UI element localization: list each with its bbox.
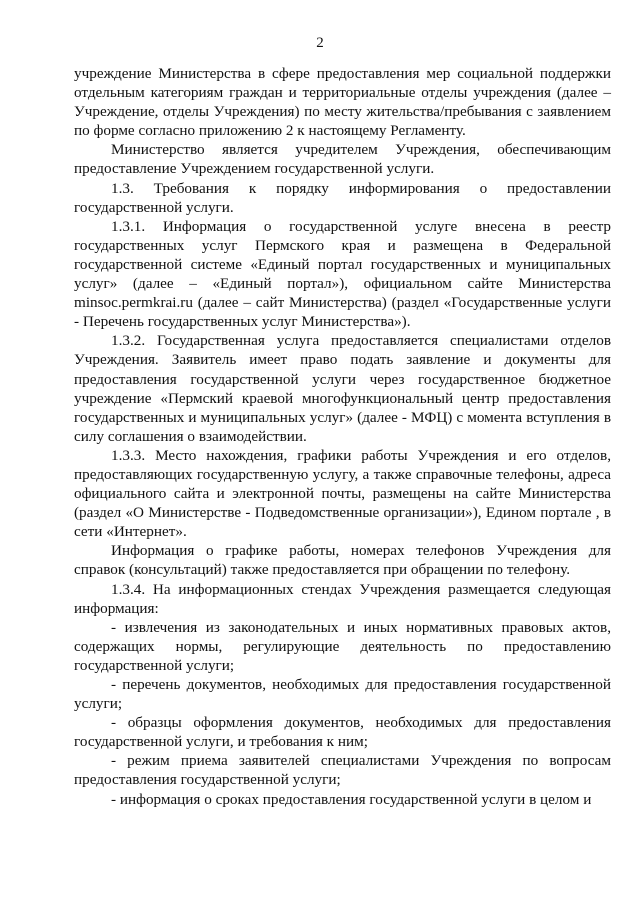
- paragraph-ministry-founder: Министерство является учредителем Учреждения, обеспечивающим предоставление Учреждением государственной услуги.: [74, 141, 611, 178]
- list-item-document-samples: - образцы оформления документов, необходимых для предоставления государственной услуги, и требования к ним;: [74, 714, 611, 751]
- paragraph-1-3-4: 1.3.4. На информационных стендах Учреждения размещается следующая информация:: [74, 580, 611, 617]
- document-body: [74, 64, 611, 809]
- paragraph-schedule-info: Информация о графике работы, номерах телефонов Учреждения для справок (консультаций) также предоставляется при обращении по телефону.: [74, 542, 611, 579]
- list-item-document-list: - перечень документов, необходимых для предоставления государственной услуги;: [74, 676, 611, 713]
- page-number: 2: [316, 35, 324, 51]
- list-item-legal-extracts: - извлечения из законодательных и иных нормативных правовых актов, содержащих нормы, регулирующие деятельность по предоставлению государственной услуги;: [74, 618, 611, 674]
- paragraph-1-3-3: 1.3.3. Место нахождения, графики работы Учреждения и его отделов, предоставляющих государственную услугу, а также справочные телефоны, адреса официального сайта и электронной почты, размещены на сайте Министерства (раздел «О Министерстве - Подведомственные организации»), Едином портале , в сети «Интернет».: [74, 446, 611, 541]
- paragraph-1-3-2: 1.3.2. Государственная услуга предоставляется специалистами отделов Учреждения. Заявитель имеет право подать заявление и документы для предоставления государственной услуги через государственное бюджетное учреждение «Пермский краевой многофункциональный центр предоставления государственных и муниципальных услуг» (далее - МФЦ) с момента вступления в силу соглашения о взаимодействии.: [74, 332, 611, 445]
- paragraph-continuation: учреждение Министерства в сфере предоставления мер социальной поддержки отдельным категориям граждан и территориальные отделы учреждения (далее – Учреждение, отделы Учреждения) по месту жительства/пребывания с заявлением по форме согласно приложению 2 к настоящему Регламенту.: [74, 65, 611, 140]
- list-item-service-terms: - информация о сроках предоставления государственной услуги в целом и: [111, 790, 592, 808]
- paragraph-1-3: 1.3. Требования к порядку информирования о предоставлении государственной услуги.: [74, 179, 611, 216]
- list-item-reception-schedule: - режим приема заявителей специалистами Учреждения по вопросам предоставления государственной услуги;: [74, 752, 611, 789]
- paragraph-1-3-1: 1.3.1. Информация о государственной услуге внесена в реестр государственных услуг Пермского края и размещена в Федеральной государственной системе «Единый портал государственных и муниципальных услуг» (далее – «Единый портал»), официальном сайте Министерства minsoc.permkrai.ru (далее – сайт Министерства) (раздел «Государственные услуги - Перечень государственных услуг Министерства»).: [74, 217, 611, 331]
